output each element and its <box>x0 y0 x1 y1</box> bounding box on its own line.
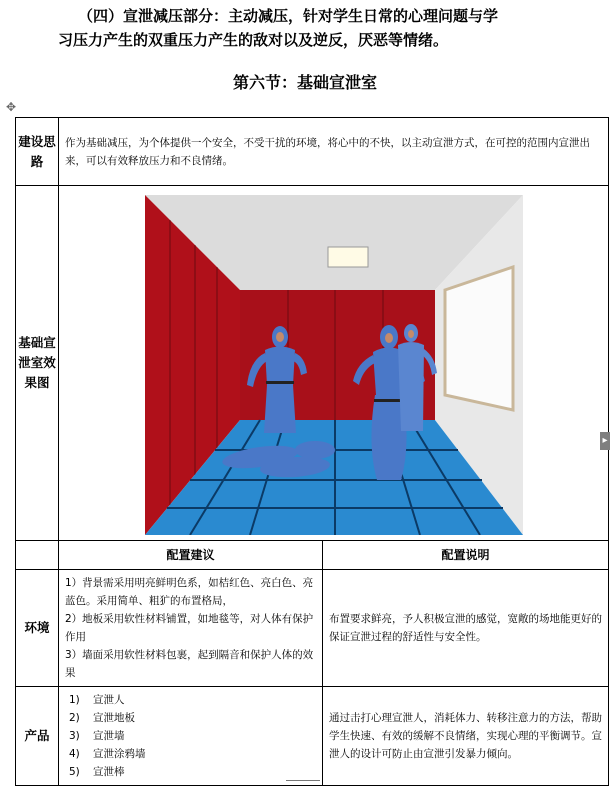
section-title: 第六节：基础宣泄室 <box>232 73 377 92</box>
environment-label: 环境 <box>16 570 59 687</box>
effect-label: 基础宣泄室效果图 <box>16 186 59 541</box>
heading-line-1: （四）宣泄减压部分：主动减压，针对学生日常的心理问题与学 <box>78 7 499 25</box>
list-item-name: 宣泄地板 <box>93 712 135 724</box>
list-item-num: 1) <box>69 694 80 706</box>
list-item-num: 3) <box>69 730 80 742</box>
header-empty-cell <box>16 541 59 570</box>
env-suggestion-1: 1）背景需采用明亮鲜明色系，如桔红色、亮白色、亮蓝色。采用简单、粗犷的布置格局， <box>65 577 314 607</box>
config-table <box>15 117 609 786</box>
list-item-name: 宣泄人 <box>93 694 125 706</box>
effect-row <box>16 186 609 541</box>
page-footer-divider <box>286 780 320 781</box>
list-item <box>69 745 316 763</box>
env-suggestion-3: 3）墙面采用软性材料包裹，起到隔音和保护人体的效果 <box>65 649 314 679</box>
environment-row <box>16 570 609 687</box>
list-item-name: 宣泄棒 <box>93 766 125 778</box>
list-item <box>69 763 316 781</box>
environment-suggestions <box>59 570 323 687</box>
product-row <box>16 687 609 786</box>
product-list <box>65 691 316 781</box>
list-item-name: 宣泄墙 <box>93 730 125 742</box>
list-item-num: 5) <box>69 766 80 778</box>
product-note: 通过击打心理宣泄人，消耗体力、转移注意力的方法，帮助学生快速、有效的缓解不良情绪，实现心理的平衡调节。宣泄人的设计可防止由宣泄引发暴力倾向。 <box>323 687 609 786</box>
product-label: 产品 <box>16 687 59 786</box>
venting-room-render <box>145 195 523 535</box>
move-cross-icon[interactable]: ✥ <box>5 100 17 114</box>
col-header-description: 配置说明 <box>323 541 609 570</box>
effect-image-cell <box>59 186 609 541</box>
design-row <box>16 118 609 186</box>
design-label: 建设思路 <box>16 118 59 186</box>
header-row <box>16 541 609 570</box>
list-item-num: 2) <box>69 712 80 724</box>
scroll-right-arrow-icon[interactable]: ▸ <box>600 432 610 450</box>
environment-note: 布置要求鲜亮，予人积极宣泄的感觉，宽敞的场地能更好的保证宣泄过程的舒适性与安全性。 <box>323 570 609 687</box>
list-item-name: 宣泄涂鸦墙 <box>93 748 146 760</box>
product-list-cell <box>59 687 323 786</box>
section-heading <box>58 4 598 52</box>
list-item <box>69 691 316 709</box>
heading-line-2: 习压力产生的双重压力产生的敌对以及逆反，厌恶等情绪。 <box>58 31 449 49</box>
env-suggestion-2: 2）地板采用软性材料铺置，如地毯等，对人体有保护作用 <box>65 613 314 643</box>
col-header-suggestion: 配置建议 <box>59 541 323 570</box>
list-item <box>69 727 316 745</box>
design-text: 作为基础减压，为个体提供一个安全，不受干扰的环境，将心中的不快，以主动宣泄方式，在可控的范围内宣泄出来，可以有效释放压力和不良情绪。 <box>59 118 609 186</box>
list-item-num: 4) <box>69 748 80 760</box>
list-item <box>69 709 316 727</box>
